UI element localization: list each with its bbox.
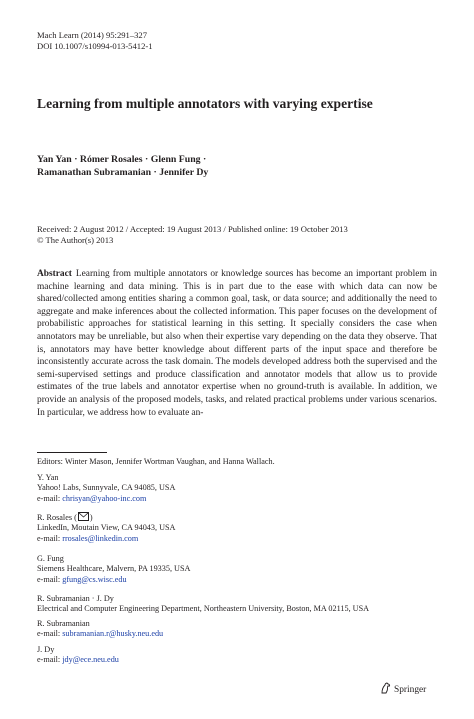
journal-header bbox=[37, 30, 153, 52]
affiliation-name: R. Subramanian · J. Dy bbox=[37, 594, 114, 603]
affiliation-address: Siemens Healthcare, Malvern, PA 19335, USA bbox=[37, 564, 191, 574]
publication-dates bbox=[37, 224, 437, 246]
affiliation-email-row: e-mail: subramanian.r@husky.neu.edu bbox=[37, 629, 164, 639]
journal-doi: DOI 10.1007/s10994-013-5412-1 bbox=[37, 41, 153, 51]
email-link[interactable]: rrosales@linkedin.com bbox=[62, 533, 139, 543]
footnote-rule bbox=[37, 452, 107, 453]
affiliation-name: J. Dy bbox=[37, 645, 55, 654]
affiliation-email-row: e-mail: gfung@cs.wisc.edu bbox=[37, 574, 127, 584]
journal-citation: Mach Learn (2014) 95:291–327 bbox=[37, 30, 148, 40]
author-line-1: Yan Yan · Rómer Rosales · Glenn Fung · bbox=[37, 154, 207, 165]
affiliation-email-row: e-mail: jdy@ece.neu.edu bbox=[37, 655, 119, 665]
author-list bbox=[37, 153, 417, 179]
paper-title: Learning from multiple annotators with varying expertise bbox=[37, 96, 373, 111]
abstract-label: Abstract bbox=[37, 269, 72, 279]
affiliation-email-row: e-mail: rrosales@linkedin.com bbox=[37, 533, 139, 543]
abstract bbox=[37, 268, 437, 419]
editors-note: Editors: Winter Mason, Jennifer Wortman Vaughan, and Hanna Wallach. bbox=[37, 457, 275, 466]
affiliation-name: R. Subramanian bbox=[37, 619, 90, 628]
email-link[interactable]: subramanian.r@husky.neu.edu bbox=[62, 629, 164, 639]
affiliation-name-row: R. Rosales ( ) bbox=[37, 513, 93, 522]
affiliation-northeastern bbox=[37, 594, 437, 615]
springer-horse-logo bbox=[380, 682, 391, 697]
affiliation-name: G. Fung bbox=[37, 554, 64, 563]
publisher-name: Springer bbox=[394, 684, 427, 695]
email-link[interactable]: jdy@ece.neu.edu bbox=[62, 655, 119, 665]
affiliation-yan bbox=[37, 473, 437, 504]
affiliation-address: Yahoo! Labs, Sunnyvale, CA 94085, USA bbox=[37, 483, 176, 493]
affiliation-address: Electrical and Computer Engineering Department, Northeastern University, Boston, MA 02115, USA bbox=[37, 604, 370, 614]
envelope-icon bbox=[78, 512, 89, 521]
received-line: Received: 2 August 2012 / Accepted: 19 August 2013 / Published online: 19 October 2013 bbox=[37, 224, 348, 234]
email-link[interactable]: gfung@cs.wisc.edu bbox=[62, 574, 127, 584]
copyright-line: © The Author(s) 2013 bbox=[37, 235, 114, 245]
affiliation-subramanian bbox=[37, 619, 437, 640]
email-link[interactable]: chrisyan@yahoo-inc.com bbox=[62, 493, 147, 503]
affiliation-email-row: e-mail: chrisyan@yahoo-inc.com bbox=[37, 493, 147, 503]
author-line-2: Ramanathan Subramanian · Jennifer Dy bbox=[37, 167, 209, 178]
abstract-text: Learning from multiple annotators or knowledge sources has become an important problem in machine learning and data mining. This is in part due to the ease with which data can now be shared/collected among entities sharing a common goal, task, or data source; and additionally the need to aggregate and make inferences about the collected information. This paper focuses on the development of probabilistic approaches for statistical learning in this setting. It specially considers the case when annotators may be unreliable, but also when their expertise vary depending on the data they observe. That is, annotators may have better knowledge about different parts of the input space and therefore be inconsistently accurate across the task domain. The models developed address both the supervised and the semi-supervised settings and produce classification and annotator models that allow us to provide estimates of the true labels and annotator expertise when no ground-truth is available. In addition, we provide an analysis of the proposed models, tasks, and related practical problems under various scenarios. In particular, we address how to evaluate an- bbox=[37, 269, 437, 418]
affiliation-address: LinkedIn, Moutain View, CA 94043, USA bbox=[37, 523, 176, 533]
affiliation-name: Y. Yan bbox=[37, 473, 59, 482]
affiliation-fung bbox=[37, 554, 437, 585]
publisher-logo bbox=[380, 682, 426, 697]
affiliation-rosales bbox=[37, 512, 437, 544]
affiliation-dy bbox=[37, 645, 437, 666]
